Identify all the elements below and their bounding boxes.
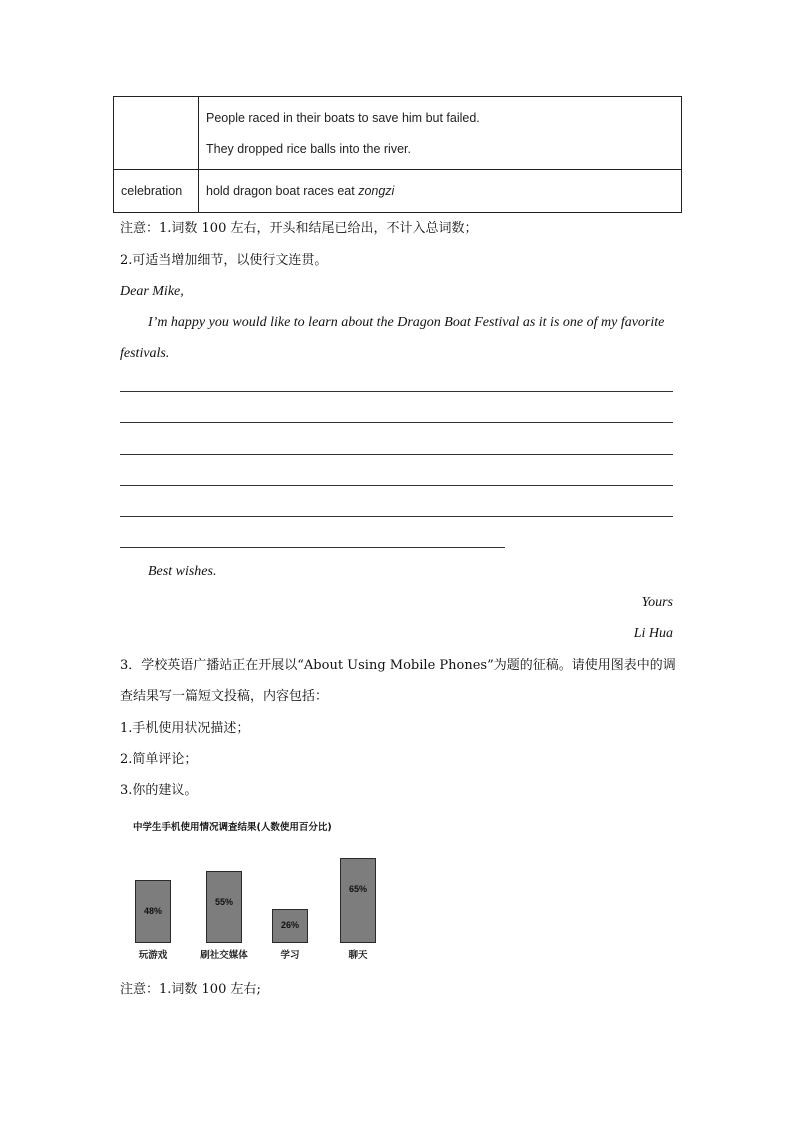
bar-value-label: 65% [348,884,367,894]
table-cell-content [199,97,682,170]
category-label: 学习 [280,950,300,961]
category-label: 聊天 [348,950,368,961]
table-cell-italic: zongzi [358,184,395,198]
chart-title: 中学生手机使用情况调查结果(人数使用百分比) [133,822,332,833]
task-prompt: 3．学校英语广播站正在开展以“About Using Mobile Phones”为题的征稿。请使用图表中的调 [120,658,676,673]
chart-bar [206,871,242,943]
answer-line[interactable] [120,391,673,392]
table-cell-text: hold dragon boat races eat [206,184,359,198]
letter-closing: Best wishes. [148,564,217,579]
note-line: 2.可适当增加细节，以使行文连贯。 [120,253,328,268]
table-cell-label: celebration [114,170,199,213]
letter-salutation: Dear Mike, [120,284,184,299]
table-cell-line: They dropped rice balls into the river. [206,141,411,156]
bar-value-label: 55% [214,897,233,907]
letter-yours: Yours [641,595,673,610]
note-line: 注意：1.词数 100 左右，开头和结尾已给出，不计入总词数； [120,221,478,236]
table-cell-content [199,170,682,213]
category-label: 刷社交媒体 [200,950,248,961]
table-row [114,170,682,213]
answer-line[interactable] [120,516,673,517]
note-line: 注意：1.词数 100 左右; [120,982,261,997]
letter-signature: Li Hua [633,626,673,641]
task-item: 3.你的建议。 [120,783,198,798]
table-cell-line: People raced in their boats to save him but failed. [206,110,480,125]
table-cell-label [114,97,199,170]
task-item: 1.手机使用状况描述； [120,721,250,736]
task-item: 2.简单评论； [120,752,198,767]
task-prompt: 查结果写一篇短文投稿，内容包括： [120,689,329,704]
answer-line[interactable] [120,547,505,548]
answer-line[interactable] [120,454,673,455]
chart-bar [340,858,376,943]
letter-opening: I’m happy you would like to learn about the Dragon Boat Festival as it is one of my favorite [148,315,665,330]
letter-opening: festivals. [120,346,170,361]
bar-value-label: 48% [143,906,162,916]
category-label: 玩游戏 [138,950,168,961]
answer-line[interactable] [120,485,673,486]
table-row [114,97,682,170]
bar-chart [120,815,390,965]
bar-value-label: 26% [280,920,299,930]
answer-line[interactable] [120,422,673,423]
info-table [113,96,682,213]
